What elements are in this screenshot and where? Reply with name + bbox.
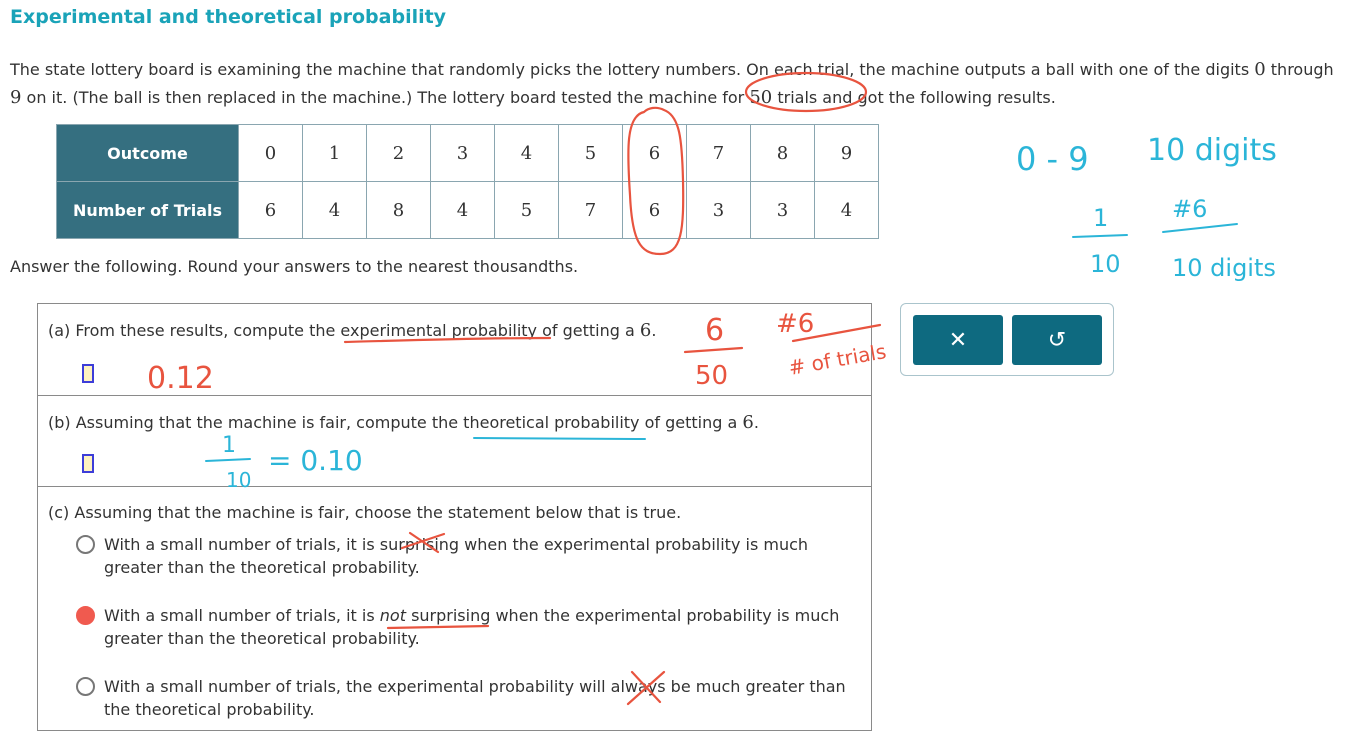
outcome-row	[57, 125, 879, 182]
results-table	[56, 124, 879, 239]
trials-count: 50	[749, 87, 773, 108]
outcome-cell: 5	[559, 125, 623, 182]
part-b-question: (b) Assuming that the machine is fair, compute the theoretical probability of getting a 6.	[48, 412, 759, 433]
part-a-question: (a) From these results, compute the experimental probability of getting a 6.	[48, 320, 657, 341]
radio-button[interactable]	[76, 677, 95, 696]
page-title: Experimental and theoretical probability	[10, 6, 447, 28]
outcome-cell: 0	[239, 125, 303, 182]
trials-cell: 3	[751, 182, 815, 239]
close-icon: ✕	[948, 327, 968, 353]
outcome-cell: 8	[751, 125, 815, 182]
trials-cell: 8	[367, 182, 431, 239]
radio-button[interactable]	[76, 535, 95, 554]
trials-cell: 6	[623, 182, 687, 239]
undo-icon: ↺	[1047, 327, 1067, 353]
part-a-box	[37, 303, 872, 396]
trials-cell: 4	[303, 182, 367, 239]
part-c-box: (c) Assuming that the machine is fair, choose the statement below that is true. With a small number of trials, it is surprising when the experimental probability is much greater than the theoretical probability. With a small number of trials, it is not surprising when the experimental probability is much greater than the theoretical probability. With a small number of trials, the experimental probability will always be much greater than the theoretical probability.	[37, 487, 872, 731]
trials-row	[57, 182, 879, 239]
trials-cell: 3	[687, 182, 751, 239]
handwritten-hash6-b: #6	[1172, 195, 1208, 223]
outcome-cell: 6	[623, 125, 687, 182]
fraction-bar-1-10-b	[1073, 235, 1127, 237]
outcome-header: Outcome	[57, 125, 239, 182]
trials-header: Number of Trials	[57, 182, 239, 239]
problem-statement: The state lottery board is examining the machine that randomly picks the lottery numbers. On each trial, the machine outputs a ball with one of the digits 0 through 9 on it. (The ball is then replaced in the machine.) The lottery board tested the machine for 50 trials and got the following results.	[10, 59, 1334, 108]
handwritten-10: 10	[226, 468, 252, 492]
outcome-cell: 3	[431, 125, 495, 182]
handwritten-50: 50	[695, 361, 729, 391]
fraction-bar-6-digits	[1163, 224, 1237, 232]
handwritten-1: 1	[222, 433, 236, 458]
undo-button[interactable]	[1012, 315, 1102, 365]
outcome-cell: 4	[495, 125, 559, 182]
handwritten-10-digits: 10 digits	[1147, 133, 1277, 168]
answer-toolbar	[900, 303, 1114, 376]
radio-button-selected[interactable]	[76, 606, 95, 625]
trials-cell: 7	[559, 182, 623, 239]
handwritten-num-trials: # of trials	[786, 339, 888, 380]
clear-button[interactable]	[913, 315, 1003, 365]
trials-cell: 4	[815, 182, 879, 239]
outcome-cell: 1	[303, 125, 367, 182]
trials-cell: 5	[495, 182, 559, 239]
instructions: Answer the following. Round your answers to the nearest thousandths.	[10, 257, 579, 276]
handwritten-hash6: #6	[776, 309, 815, 339]
outcome-cell: 2	[367, 125, 431, 182]
trials-cell: 4	[431, 182, 495, 239]
trials-cell: 6	[239, 182, 303, 239]
digit-0: 0	[1254, 59, 1266, 80]
outcome-cell: 7	[687, 125, 751, 182]
digit-9: 9	[10, 87, 22, 108]
handwritten-range: 0 - 9	[1016, 140, 1089, 178]
part-b-box	[37, 396, 872, 487]
handwritten-answer-b: = 0.10	[268, 444, 363, 477]
part-a-answer-input[interactable]	[82, 364, 94, 383]
handwritten-answer-a: 0.12	[147, 361, 214, 396]
handwritten-one: 1	[1093, 204, 1109, 232]
handwritten-ten: 10	[1090, 250, 1121, 278]
part-b-answer-input[interactable]	[82, 454, 94, 473]
outcome-cell: 9	[815, 125, 879, 182]
handwritten-6: 6	[705, 313, 725, 348]
part-c-question: (c) Assuming that the machine is fair, choose the statement below that is true.	[48, 503, 682, 522]
handwritten-10-digits-b: 10 digits	[1172, 254, 1276, 282]
